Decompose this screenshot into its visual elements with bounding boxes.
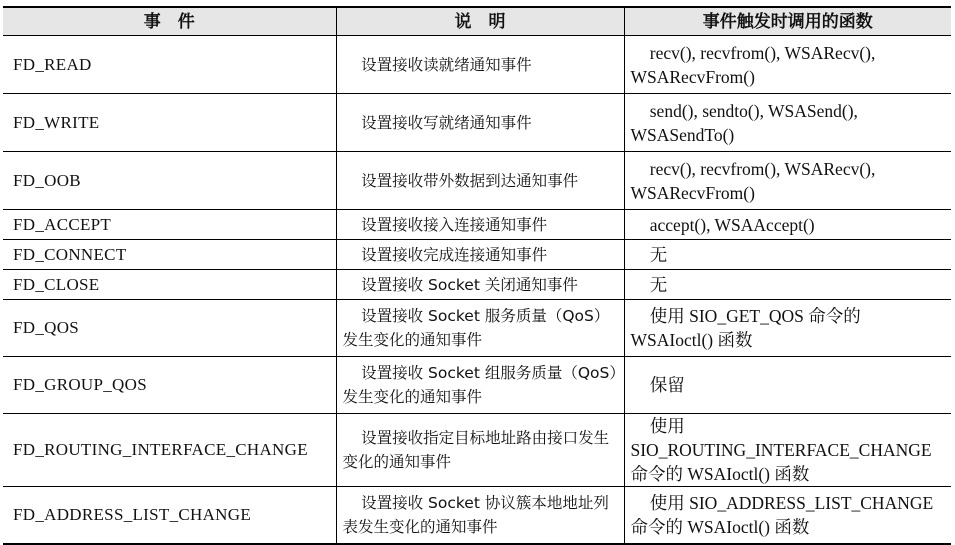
table-row — [3, 357, 951, 414]
header-description: 说 明 — [336, 7, 624, 36]
table-row — [3, 210, 951, 240]
event-table — [3, 6, 951, 545]
description-cell: 设置接收接入连接通知事件 — [336, 210, 624, 240]
table-row — [3, 270, 951, 300]
description-cell: 设置接收写就绪通知事件 — [336, 94, 624, 152]
table-header-row — [3, 7, 951, 36]
functions-cell: recv(), recvfrom(), WSARecv(), WSARecvFrom() — [624, 152, 951, 210]
functions-cell: 使用 SIO_ADDRESS_LIST_CHANGE 命令的 WSAIoctl() 函数 — [624, 487, 951, 545]
description-cell: 设置接收 Socket 关闭通知事件 — [336, 270, 624, 300]
functions-cell: 无 — [624, 240, 951, 270]
event-cell: FD_CONNECT — [3, 240, 336, 270]
functions-cell: 使用 SIO_ROUTING_INTERFACE_CHANGE 命令的 WSAIoctl() 函数 — [624, 414, 951, 487]
event-cell: FD_QOS — [3, 300, 336, 357]
table-row — [3, 152, 951, 210]
event-cell: FD_CLOSE — [3, 270, 336, 300]
functions-cell: 保留 — [624, 357, 951, 414]
header-functions: 事件触发时调用的函数 — [624, 7, 951, 36]
header-event: 事 件 — [3, 7, 336, 36]
table-row — [3, 94, 951, 152]
event-cell: FD_ROUTING_INTERFACE_CHANGE — [3, 414, 336, 487]
description-cell: 设置接收 Socket 协议簇本地地址列表发生变化的通知事件 — [336, 487, 624, 545]
description-cell: 设置接收读就绪通知事件 — [336, 36, 624, 94]
event-cell: FD_OOB — [3, 152, 336, 210]
table-row — [3, 300, 951, 357]
table-row — [3, 240, 951, 270]
functions-cell: send(), sendto(), WSASend(), WSASendTo() — [624, 94, 951, 152]
functions-cell: 使用 SIO_GET_QOS 命令的 WSAIoctl() 函数 — [624, 300, 951, 357]
description-cell: 设置接收带外数据到达通知事件 — [336, 152, 624, 210]
table-row — [3, 487, 951, 545]
event-cell: FD_WRITE — [3, 94, 336, 152]
event-cell: FD_GROUP_QOS — [3, 357, 336, 414]
event-cell: FD_ADDRESS_LIST_CHANGE — [3, 487, 336, 545]
functions-cell: recv(), recvfrom(), WSARecv(), WSARecvFrom() — [624, 36, 951, 94]
description-cell: 设置接收完成连接通知事件 — [336, 240, 624, 270]
description-cell: 设置接收 Socket 组服务质量（QoS）发生变化的通知事件 — [336, 357, 624, 414]
description-cell: 设置接收指定目标地址路由接口发生变化的通知事件 — [336, 414, 624, 487]
event-cell: FD_READ — [3, 36, 336, 94]
table-row — [3, 414, 951, 487]
table-row — [3, 36, 951, 94]
event-table-container — [3, 6, 951, 545]
functions-cell: accept(), WSAAccept() — [624, 210, 951, 240]
functions-cell: 无 — [624, 270, 951, 300]
event-cell: FD_ACCEPT — [3, 210, 336, 240]
description-cell: 设置接收 Socket 服务质量（QoS）发生变化的通知事件 — [336, 300, 624, 357]
